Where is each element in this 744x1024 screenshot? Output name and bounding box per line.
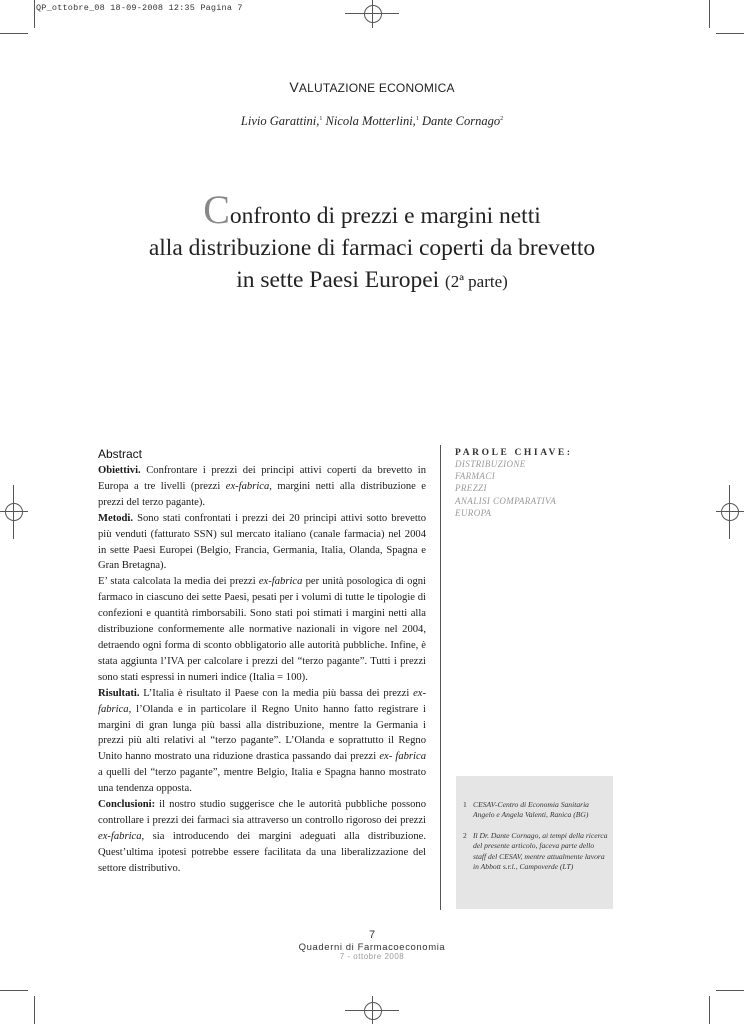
author-name: Livio Garattini, bbox=[240, 114, 320, 128]
abstract-conclusions: Conclusioni: il nostro studio suggerisce che le autorità pubbliche possono controllare i prezzi dei farmaci sia attraverso un controllo rigoroso dei prezzi ex-fabrica, sia introducendo dei margini adeguati alla distribuzione. Quest’ultima ipotesi potrebbe essere facilitata da una liberalizzazione del settore distributivo. bbox=[98, 799, 426, 874]
print-slug: QP_ottobre_08 18-09-2008 12:35 Pagina 7 bbox=[36, 3, 243, 13]
abstract-objectives: Obiettivi. Confrontare i prezzi dei principi attivi coperti da brevetto in Europa a tre livelli (prezzi ex-fabrica, margini netti alla distribuzione e prezzi del terzo pagante). bbox=[98, 465, 426, 508]
keyword: EUROPA bbox=[455, 507, 492, 518]
drop-cap: C bbox=[203, 187, 230, 232]
keywords-title: PAROLE CHIAVE: bbox=[455, 448, 573, 458]
section-header: VALUTAZIONE ECONOMICA bbox=[289, 79, 455, 95]
abstract bbox=[98, 447, 426, 877]
footnote: 1 CESAV-Centro di Economia Sanitaria Angelo e Angela Valenti, Ranica (BG) bbox=[463, 800, 589, 820]
authors: Livio Garattini,$^1$ Nicola Motterlini,$^1$ Dante Cornago$^2$ bbox=[240, 114, 504, 128]
keyword: FARMACI bbox=[455, 471, 496, 482]
keyword: DISTRIBUZIONE bbox=[455, 459, 526, 469]
journal-name: Quaderni di Farmacoeconomia bbox=[298, 942, 446, 953]
article-title: Confronto di prezzi e margini netti alla distribuzione di farmaci coperti da brevetto in sette Paesi Europei (2ª parte) bbox=[148, 187, 596, 293]
abstract-methods-2: E’ stata calcolata la media dei prezzi ex-fabrica per unità posologica di ogni farmaco in ciascuno dei sette Paesi, pesati per i volumi di tutte le tipologie di confezioni e quantità rimborsabili. Sono stati poi stimati i margini netti alla distribuzione conformemente alle normative nazionali in vigore nel 2004, detraendo ogni forma di sconto obbligatorio alle autorità pubbliche. Infine, è stata aggiunta l’IVA per calcolare i prezzi del “terzo pagante”. Tutti i prezzi sono stati espressi in numeri indice (Italia = 100). bbox=[98, 576, 426, 683]
keywords bbox=[455, 448, 615, 519]
keyword: PREZZI bbox=[455, 483, 487, 494]
abstract-methods: Metodi. Sono stati confrontati i prezzi dei 20 principi attivi sotto brevetto più venduti (fatturato SSN) sul mercato italiano (canale farmacia) nel 2004 in sette Paesi Europei (Belgio, Francia, Germania, Italia, Olanda, Spagna e Gran Bretagna). bbox=[98, 512, 426, 572]
column-divider bbox=[440, 445, 441, 910]
title-part: (2ª parte) bbox=[445, 272, 508, 291]
abstract-results: Risultati. L’Italia è risultato il Paese con la media più bassa dei prezzi ex-fabrica, l’Olanda e in particolare il Regno Unito hanno fatto registrare i margini di gran lunga più bassi alla distribuzione, mentre la Germania i prezzi più alti relativi al “terzo pagante”. L’Olanda e soprattutto il Regno Unito hanno mostrato una riduzione drastica passando dai prezzi ex- fabrica a quelli del “terzo pagante”, mentre Belgio, Italia e Spagna hanno mostrato una tendenza opposta. bbox=[98, 687, 426, 795]
author-name: Dante Cornago bbox=[418, 114, 501, 128]
footnotes-box bbox=[456, 776, 613, 909]
footnote: 2 Il Dr. Dante Cornago, ai tempi della ricerca del presente articolo, faceva parte dello staff del CESAV, mentre attualmente lavora in Abbott s.r.l., Campoverde (LT) bbox=[463, 831, 608, 872]
journal-issue: 7 - ottobre 2008 bbox=[339, 952, 405, 961]
keyword: ANALISI COMPARATIVA bbox=[455, 495, 557, 506]
abstract-heading: Abstract bbox=[98, 447, 143, 461]
page-number: 7 bbox=[368, 929, 376, 941]
author-name: Nicola Motterlini, bbox=[322, 114, 416, 128]
